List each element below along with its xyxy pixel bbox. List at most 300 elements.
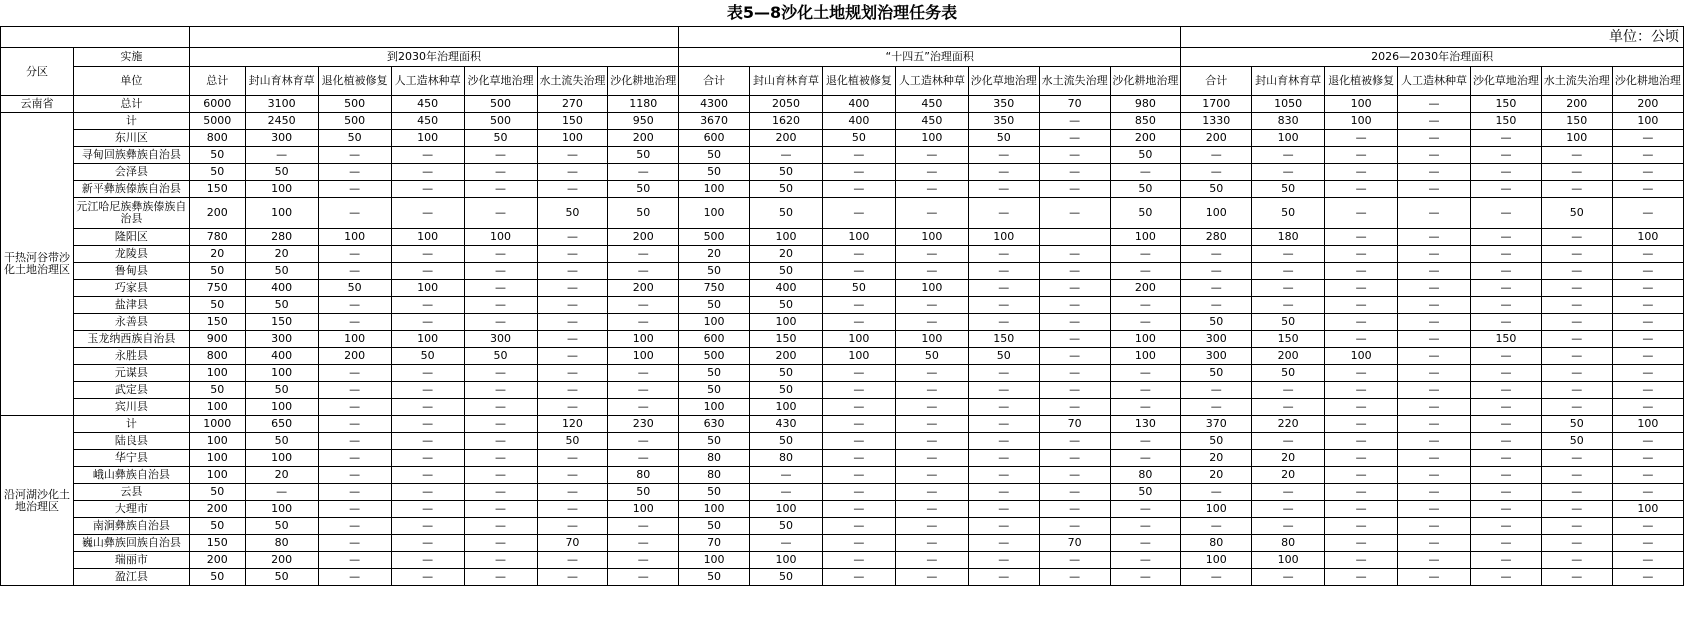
value-cell: —: [1398, 181, 1471, 198]
table-row: [1, 164, 1684, 181]
value-cell: 100: [822, 348, 895, 365]
value-cell: —: [608, 365, 679, 382]
value-cell: 280: [1181, 229, 1252, 246]
value-cell: —: [1039, 246, 1110, 263]
value-cell: 50: [1252, 181, 1325, 198]
value-cell: —: [1398, 348, 1471, 365]
value-cell: —: [1039, 181, 1110, 198]
row-name: 寻甸回族彝族自治县: [73, 147, 189, 164]
value-cell: —: [1398, 331, 1471, 348]
value-cell: —: [537, 518, 608, 535]
value-cell: —: [895, 518, 968, 535]
value-cell: —: [1612, 365, 1683, 382]
value-cell: 750: [189, 280, 245, 297]
value-cell: —: [895, 552, 968, 569]
value-cell: —: [391, 501, 464, 518]
value-cell: 20: [189, 246, 245, 263]
value-cell: 20: [1252, 450, 1325, 467]
value-cell: 800: [189, 130, 245, 147]
value-cell: —: [1471, 229, 1542, 246]
value-cell: 100: [245, 450, 318, 467]
table-title: 表5—8沙化土地规划治理任务表: [1, 0, 1684, 27]
value-cell: 100: [1110, 348, 1181, 365]
value-cell: —: [1398, 147, 1471, 164]
value-cell: —: [391, 164, 464, 181]
value-cell: —: [749, 467, 822, 484]
row-name: 龙陵县: [73, 246, 189, 263]
value-cell: 150: [245, 314, 318, 331]
value-cell: —: [1039, 198, 1110, 229]
row-name: 宾川县: [73, 399, 189, 416]
value-cell: 100: [749, 552, 822, 569]
table-row: [1, 382, 1684, 399]
value-cell: —: [537, 297, 608, 314]
blank-cell: [189, 27, 678, 48]
value-cell: 100: [1325, 96, 1398, 113]
value-cell: —: [1039, 450, 1110, 467]
value-cell: —: [1252, 569, 1325, 586]
subheader-cell: 人工造林种草: [895, 67, 968, 96]
value-cell: —: [1110, 314, 1181, 331]
value-cell: —: [464, 382, 537, 399]
value-cell: 50: [537, 433, 608, 450]
value-cell: —: [1541, 181, 1612, 198]
value-cell: —: [822, 484, 895, 501]
value-cell: —: [1541, 164, 1612, 181]
value-cell: —: [1541, 147, 1612, 164]
row-name: 云县: [73, 484, 189, 501]
value-cell: —: [968, 147, 1039, 164]
value-cell: —: [895, 399, 968, 416]
value-cell: —: [537, 246, 608, 263]
value-cell: —: [1110, 164, 1181, 181]
value-cell: —: [1325, 280, 1398, 297]
value-cell: —: [1541, 518, 1612, 535]
value-cell: —: [464, 467, 537, 484]
value-cell: —: [1252, 518, 1325, 535]
value-cell: 200: [1252, 348, 1325, 365]
value-cell: —: [968, 164, 1039, 181]
value-cell: 200: [608, 130, 679, 147]
value-cell: —: [1541, 535, 1612, 552]
value-cell: —: [1612, 467, 1683, 484]
value-cell: —: [1325, 535, 1398, 552]
value-cell: 230: [608, 416, 679, 433]
row-name: 华宁县: [73, 450, 189, 467]
value-cell: —: [318, 246, 391, 263]
value-cell: —: [822, 246, 895, 263]
subheader-cell: 合计: [1181, 67, 1252, 96]
value-cell: —: [1541, 229, 1612, 246]
value-cell: —: [1612, 331, 1683, 348]
header-group-2030: 到2030年治理面积: [189, 48, 678, 67]
value-cell: —: [318, 518, 391, 535]
value-cell: 500: [679, 348, 750, 365]
value-cell: 1000: [189, 416, 245, 433]
value-cell: —: [464, 399, 537, 416]
value-cell: —: [1110, 518, 1181, 535]
value-cell: —: [1325, 518, 1398, 535]
value-cell: 70: [679, 535, 750, 552]
row-name: 元江哈尼族彝族傣族自治县: [73, 198, 189, 229]
value-cell: —: [1325, 433, 1398, 450]
value-cell: 50: [749, 569, 822, 586]
value-cell: —: [1398, 314, 1471, 331]
value-cell: 200: [1612, 96, 1683, 113]
value-cell: 100: [1181, 501, 1252, 518]
table-row: [1, 348, 1684, 365]
row-name: 会泽县: [73, 164, 189, 181]
value-cell: —: [537, 147, 608, 164]
row-name: 武定县: [73, 382, 189, 399]
value-cell: —: [1398, 569, 1471, 586]
value-cell: —: [1471, 552, 1542, 569]
value-cell: —: [1471, 297, 1542, 314]
value-cell: —: [464, 569, 537, 586]
value-cell: —: [1181, 297, 1252, 314]
value-cell: —: [1471, 263, 1542, 280]
value-cell: 50: [189, 297, 245, 314]
value-cell: —: [1471, 246, 1542, 263]
value-cell: —: [1110, 365, 1181, 382]
value-cell: —: [895, 198, 968, 229]
value-cell: —: [1471, 198, 1542, 229]
value-cell: —: [1541, 246, 1612, 263]
value-cell: —: [318, 433, 391, 450]
value-cell: —: [1541, 450, 1612, 467]
subheader-cell: 人工造林种草: [1398, 67, 1471, 96]
value-cell: —: [318, 484, 391, 501]
subheader-cell: 人工造林种草: [391, 67, 464, 96]
value-cell: —: [1398, 399, 1471, 416]
value-cell: —: [1325, 365, 1398, 382]
table-row: [1, 181, 1684, 198]
value-cell: 80: [1252, 535, 1325, 552]
value-cell: —: [1181, 399, 1252, 416]
value-cell: —: [608, 552, 679, 569]
value-cell: —: [1181, 164, 1252, 181]
value-cell: 50: [1252, 314, 1325, 331]
value-cell: 70: [1039, 535, 1110, 552]
subheader-cell: 沙化草地治理: [968, 67, 1039, 96]
value-cell: 50: [1541, 198, 1612, 229]
table-row: [1, 416, 1684, 433]
value-cell: 50: [679, 263, 750, 280]
value-cell: —: [537, 501, 608, 518]
value-cell: 80: [1110, 467, 1181, 484]
subheader-cell: 水土流失治理: [537, 67, 608, 96]
table-row: [1, 113, 1684, 130]
row-name: 隆阳区: [73, 229, 189, 246]
value-cell: —: [822, 314, 895, 331]
subheader-cell: 沙化耕地治理: [1612, 67, 1683, 96]
value-cell: 100: [318, 229, 391, 246]
value-cell: —: [1252, 246, 1325, 263]
value-cell: —: [1039, 263, 1110, 280]
value-cell: —: [391, 147, 464, 164]
row-name: 陆良县: [73, 433, 189, 450]
value-cell: —: [1612, 433, 1683, 450]
value-cell: —: [1398, 433, 1471, 450]
value-cell: —: [1471, 181, 1542, 198]
value-cell: 100: [749, 501, 822, 518]
value-cell: 200: [608, 280, 679, 297]
table-row: [1, 365, 1684, 382]
value-cell: —: [608, 433, 679, 450]
value-cell: 50: [749, 297, 822, 314]
value-cell: 300: [1181, 331, 1252, 348]
value-cell: —: [464, 314, 537, 331]
value-cell: —: [1039, 518, 1110, 535]
value-cell: 50: [749, 518, 822, 535]
value-cell: —: [1398, 382, 1471, 399]
value-cell: 150: [537, 113, 608, 130]
value-cell: 350: [968, 113, 1039, 130]
value-cell: —: [1039, 280, 1110, 297]
zone-label: 干热河谷带沙化土地治理区: [1, 113, 74, 416]
table-row: [1, 501, 1684, 518]
value-cell: —: [1039, 130, 1110, 147]
value-cell: —: [968, 433, 1039, 450]
value-cell: 100: [822, 229, 895, 246]
value-cell: —: [464, 198, 537, 229]
value-cell: —: [1398, 130, 1471, 147]
value-cell: —: [1541, 348, 1612, 365]
value-cell: —: [1325, 164, 1398, 181]
value-cell: —: [1039, 365, 1110, 382]
value-cell: —: [391, 263, 464, 280]
value-cell: 450: [895, 113, 968, 130]
table-row: [1, 314, 1684, 331]
subheader-cell: 沙化耕地治理: [608, 67, 679, 96]
value-cell: —: [537, 569, 608, 586]
value-cell: —: [537, 280, 608, 297]
value-cell: 100: [608, 331, 679, 348]
value-cell: —: [1541, 382, 1612, 399]
value-cell: —: [822, 535, 895, 552]
value-cell: —: [1398, 484, 1471, 501]
value-cell: —: [464, 263, 537, 280]
value-cell: —: [1612, 450, 1683, 467]
value-cell: —: [822, 147, 895, 164]
table-row: [1, 96, 1684, 113]
value-cell: —: [537, 331, 608, 348]
value-cell: 630: [679, 416, 750, 433]
value-cell: 200: [189, 198, 245, 229]
value-cell: —: [1398, 198, 1471, 229]
value-cell: 200: [245, 552, 318, 569]
value-cell: 450: [391, 113, 464, 130]
value-cell: 5000: [189, 113, 245, 130]
value-cell: —: [1612, 518, 1683, 535]
value-cell: —: [391, 518, 464, 535]
value-cell: —: [1398, 229, 1471, 246]
value-cell: 100: [1325, 348, 1398, 365]
subheader-cell: 退化植被修复: [318, 67, 391, 96]
value-cell: —: [1612, 198, 1683, 229]
value-cell: 80: [679, 467, 750, 484]
value-cell: —: [822, 164, 895, 181]
value-cell: 50: [1110, 181, 1181, 198]
value-cell: 50: [189, 147, 245, 164]
value-cell: —: [391, 181, 464, 198]
value-cell: 120: [537, 416, 608, 433]
value-cell: 100: [608, 348, 679, 365]
value-cell: 100: [189, 450, 245, 467]
value-cell: —: [318, 181, 391, 198]
header-group-2026: 2026—2030年治理面积: [1181, 48, 1684, 67]
value-cell: 200: [1110, 280, 1181, 297]
value-cell: —: [1325, 181, 1398, 198]
value-cell: —: [1039, 297, 1110, 314]
value-cell: —: [1252, 433, 1325, 450]
value-cell: 850: [1110, 113, 1181, 130]
table-row: [1, 130, 1684, 147]
value-cell: —: [1612, 280, 1683, 297]
value-cell: 50: [189, 263, 245, 280]
value-cell: 50: [318, 130, 391, 147]
blank-cell: [679, 27, 1181, 48]
value-cell: —: [1398, 280, 1471, 297]
value-cell: —: [318, 263, 391, 280]
row-name: 计: [73, 416, 189, 433]
value-cell: —: [1325, 450, 1398, 467]
value-cell: —: [749, 484, 822, 501]
value-cell: 200: [1181, 130, 1252, 147]
row-name: 巍山彝族回族自治县: [73, 535, 189, 552]
value-cell: 70: [537, 535, 608, 552]
value-cell: —: [318, 399, 391, 416]
value-cell: —: [318, 198, 391, 229]
value-cell: 100: [245, 365, 318, 382]
value-cell: 100: [679, 552, 750, 569]
value-cell: —: [608, 569, 679, 586]
value-cell: —: [1541, 501, 1612, 518]
value-cell: —: [391, 416, 464, 433]
value-cell: —: [464, 552, 537, 569]
value-cell: —: [245, 484, 318, 501]
value-cell: 150: [1471, 113, 1542, 130]
value-cell: 100: [189, 467, 245, 484]
value-cell: —: [895, 501, 968, 518]
table-row: [1, 246, 1684, 263]
value-cell: —: [1471, 450, 1542, 467]
value-cell: 100: [749, 229, 822, 246]
value-cell: —: [1541, 484, 1612, 501]
value-cell: 780: [189, 229, 245, 246]
value-cell: —: [1039, 314, 1110, 331]
value-cell: 430: [749, 416, 822, 433]
value-cell: —: [968, 399, 1039, 416]
value-cell: 150: [968, 331, 1039, 348]
value-cell: 20: [1252, 467, 1325, 484]
value-cell: —: [1110, 433, 1181, 450]
value-cell: —: [895, 484, 968, 501]
value-cell: —: [391, 297, 464, 314]
value-cell: —: [968, 552, 1039, 569]
value-cell: —: [391, 365, 464, 382]
value-cell: 150: [1471, 331, 1542, 348]
value-cell: —: [822, 297, 895, 314]
value-cell: 150: [189, 181, 245, 198]
value-cell: 100: [895, 229, 968, 246]
value-cell: —: [1612, 348, 1683, 365]
value-cell: —: [1325, 297, 1398, 314]
value-cell: —: [1181, 280, 1252, 297]
value-cell: 50: [245, 433, 318, 450]
value-cell: —: [1541, 297, 1612, 314]
value-cell: 50: [749, 164, 822, 181]
value-cell: 100: [245, 198, 318, 229]
value-cell: 20: [1181, 450, 1252, 467]
value-cell: —: [1039, 164, 1110, 181]
value-cell: —: [1039, 399, 1110, 416]
value-cell: —: [1541, 569, 1612, 586]
value-cell: 50: [391, 348, 464, 365]
value-cell: 2050: [749, 96, 822, 113]
value-cell: —: [968, 263, 1039, 280]
value-cell: —: [1252, 280, 1325, 297]
value-cell: —: [1325, 382, 1398, 399]
value-cell: —: [391, 198, 464, 229]
value-cell: 50: [245, 263, 318, 280]
value-cell: 100: [895, 130, 968, 147]
value-cell: 100: [1110, 331, 1181, 348]
value-cell: —: [1325, 246, 1398, 263]
value-cell: —: [1471, 365, 1542, 382]
value-cell: 100: [968, 229, 1039, 246]
value-cell: 200: [608, 229, 679, 246]
value-cell: —: [1252, 164, 1325, 181]
value-cell: —: [391, 433, 464, 450]
value-cell: 400: [245, 280, 318, 297]
value-cell: —: [608, 450, 679, 467]
value-cell: 150: [1252, 331, 1325, 348]
value-cell: —: [1471, 399, 1542, 416]
value-cell: 50: [1181, 181, 1252, 198]
row-name: 峨山彝族自治县: [73, 467, 189, 484]
value-cell: 100: [749, 314, 822, 331]
value-cell: 70: [1039, 96, 1110, 113]
value-cell: —: [1471, 518, 1542, 535]
value-cell: —: [608, 297, 679, 314]
value-cell: 50: [749, 263, 822, 280]
value-cell: —: [1471, 433, 1542, 450]
value-cell: 80: [679, 450, 750, 467]
value-cell: —: [464, 450, 537, 467]
value-cell: —: [968, 484, 1039, 501]
value-cell: 20: [1181, 467, 1252, 484]
value-cell: —: [1471, 348, 1542, 365]
value-cell: 100: [679, 399, 750, 416]
value-cell: —: [895, 246, 968, 263]
value-cell: 50: [679, 365, 750, 382]
value-cell: 100: [391, 130, 464, 147]
table-row: [1, 518, 1684, 535]
value-cell: —: [1612, 181, 1683, 198]
row-name: 大理市: [73, 501, 189, 518]
header-unit: 单位: [73, 67, 189, 96]
value-cell: —: [822, 198, 895, 229]
value-cell: —: [1110, 569, 1181, 586]
value-cell: —: [1325, 552, 1398, 569]
value-cell: —: [1325, 501, 1398, 518]
value-cell: 50: [1110, 147, 1181, 164]
value-cell: —: [391, 314, 464, 331]
value-cell: 100: [245, 501, 318, 518]
value-cell: 100: [189, 433, 245, 450]
value-cell: —: [1252, 484, 1325, 501]
